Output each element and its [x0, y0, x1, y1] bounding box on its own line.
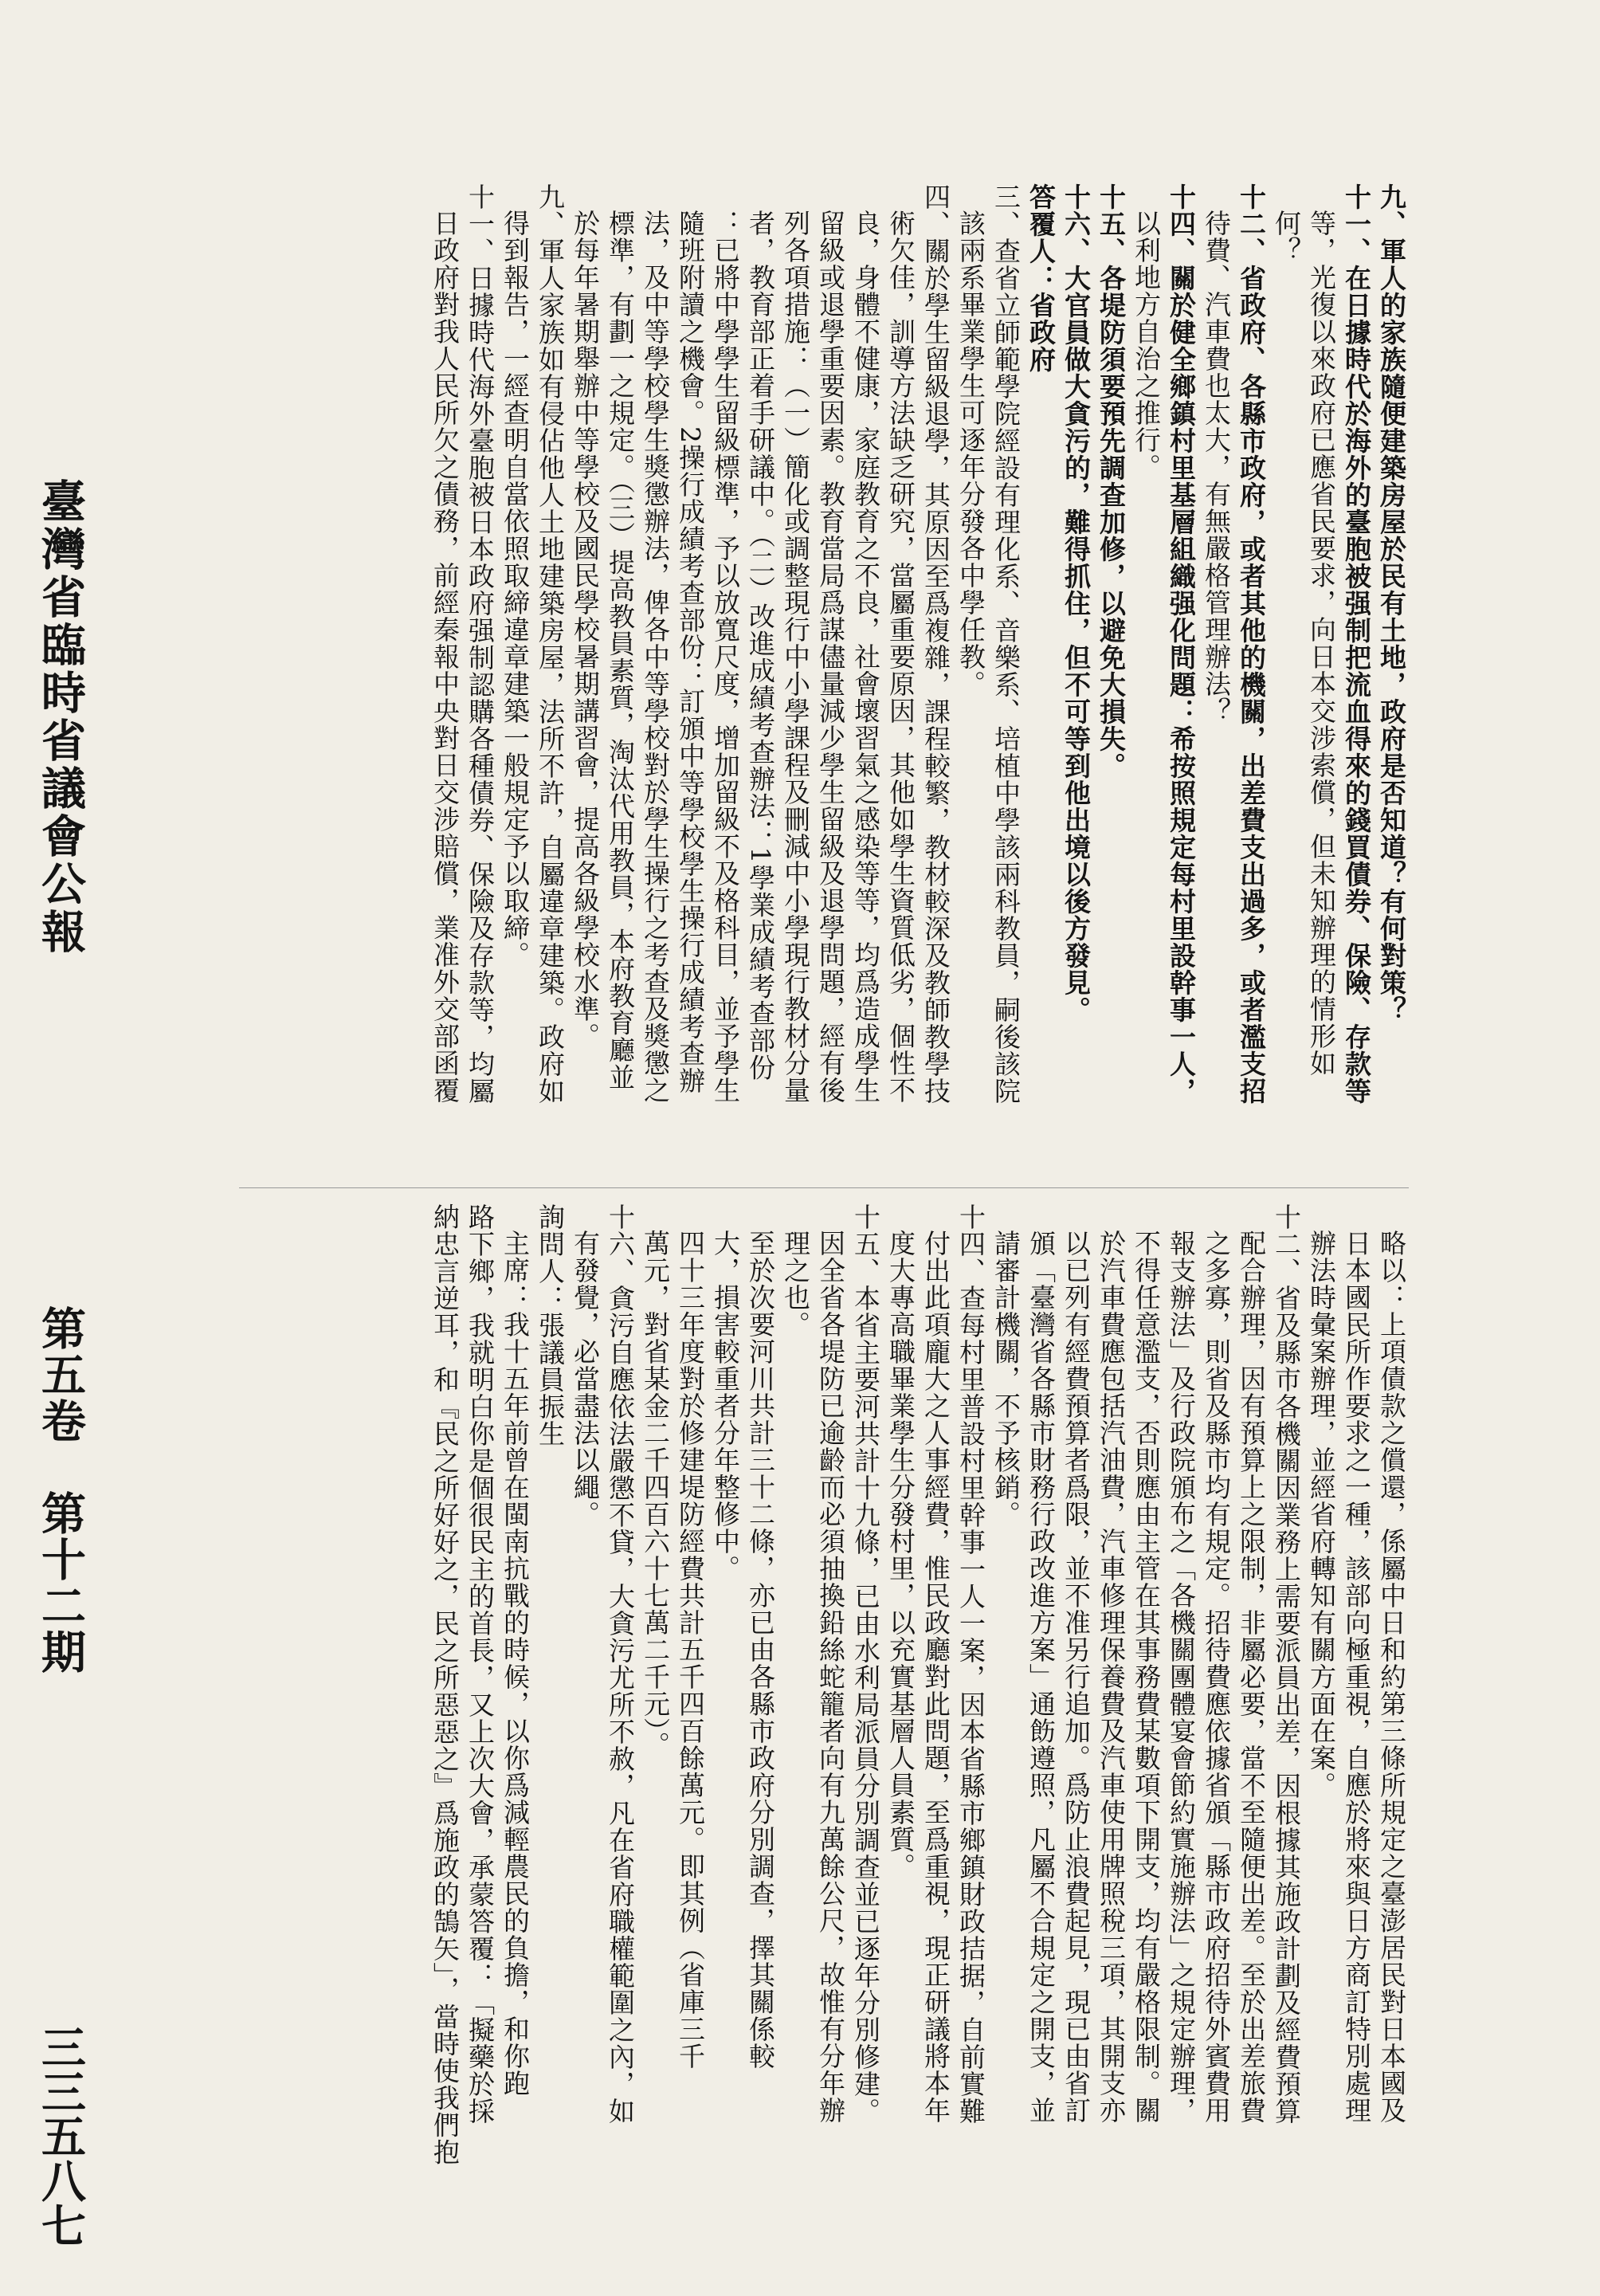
text-line: 十四、關於健全鄉鎮村里基層組織强化問題：希按照規定每村里設幹事一人， [1166, 183, 1197, 1105]
text-line: 萬元，對省某金二千四百六十七萬二千元）。 [640, 1230, 671, 1759]
text-line: 標準，有劃一之規定。（三）提高教員素質，淘汰代用教員，本府教育廳並 [605, 210, 636, 1091]
text-line: ：已將中學學生留級標準，予以放寬尺度，增加留級不及格科目，並予學生 [710, 210, 741, 1104]
text-line: 隨班附讀之機會。2操行成績考查部份：訂頒中等學校學生操行成績考查辦 [675, 210, 706, 1094]
text-line: 九、軍人的家族隨便建築房屋於民有土地，政府是否知道？有何對策？ [1376, 183, 1407, 1023]
text-line: 者，教育部正着手研議中。（二）改進成績考查辦法：1學業成績考查部份 [745, 210, 776, 1081]
text-line: 日本國民所作要求之一種，該部向極重視，自應於將來與日方商訂特別處理 [1341, 1230, 1372, 2124]
text-line: 以利地方自治之推行。 [1131, 210, 1162, 481]
text-line: 何？ [1271, 210, 1302, 264]
text-line: 該兩系畢業學生可逐年分發各中學任教。 [955, 210, 986, 697]
text-line: 術欠佳，訓導方法缺乏研究，當屬重要原因，其他如學生資質低劣，個性不 [885, 210, 916, 1104]
text-line: 列各項措施：（一）簡化或調整現行中小學課程及刪減中小學現行教材分量 [780, 210, 811, 1104]
text-line: 十五、各堤防須要預先調查加修，以避免大損失。 [1096, 183, 1127, 779]
text-line: 良，身體不健康，家庭教育之不良，社會壞習氣之感染等等，均爲造成學生 [850, 210, 881, 1104]
text-line: 主席：我十五年前曾在閩南抗戰的時候，以你爲減輕農民的負擔，和你跑 [500, 1230, 531, 2097]
text-line: 因全省各堤防已逾齡而必須抽換鉛絲蛇籠者向有九萬餘公尺，故惟有分年辦 [815, 1230, 846, 2124]
running-header [34, 478, 87, 2247]
page-number: 三三五八七 [34, 2024, 87, 2247]
text-line: 十六、大官員做大貪污的，難得抓住，但不可等到他出境以後方發見。 [1061, 183, 1092, 1023]
text-line: 頒「臺灣省各縣市財務行政改進方案」通飭遵照，凡屬不合規定之開支，並 [1025, 1230, 1057, 2124]
text-line: 報支辦法」及行政院頒布之「各機關團體宴會節約實施辦法」之規定辦理， [1166, 1230, 1197, 2124]
text-line: 十一、日據時代海外臺胞被日本政府强制認購各種債券、保險及存款等，均屬 [465, 183, 496, 1105]
text-line: 日政府對我人民所欠之債務，前經秦報中央對日交涉賠償，業准外交部函覆 [429, 210, 461, 1104]
text-line: 四、關於學生留級退學，其原因至爲複雜，課程較繁，教材較深及教師教學技 [920, 183, 951, 1105]
text-line: 度大專高職畢業學生分發村里，以充實基層人員素質。 [885, 1230, 916, 1880]
text-line: 之多寡，則省及縣市均有規定。招待費應依據省頒「縣市政府招待外賓費用 [1201, 1230, 1232, 2124]
text-line: 三、查省立師範學院經設有理化系、音樂系、培植中學該兩科教員，嗣後該院 [990, 183, 1022, 1105]
text-line: 得到報告，一經查明自當依照取締違章建築一般規定予以取締。 [500, 210, 531, 968]
text-line: 請審計機關，不予核銷。 [990, 1230, 1022, 1528]
text-line: 略以：上項債款之償還，係屬中日和約第三條所規定之臺澎居民對日本國及 [1376, 1230, 1407, 2124]
text-line: 至於次要河川共計三十二條，亦已由各縣市政府分別調查，擇其關係較 [745, 1230, 776, 2070]
text-line: 納忠言逆耳，和『民之所好好之，民之所惡惡之』爲施政的鵠矢」，當時使我們抱 [429, 1203, 461, 2166]
publication-title: 臺灣省臨時省議會公報 [34, 478, 87, 956]
text-line: 十六、貪污自應依法嚴懲不貸，大貪污尤所不赦，凡在省府職權範圍之內，如 [605, 1203, 636, 2125]
volume-issue: 第五卷 第十二期 [34, 1305, 87, 1675]
text-line: 十四、查每村里普設村里幹事一人一案，因本省縣市鄉鎮財政拮据，自前實難 [955, 1203, 986, 2125]
text-line: 於每年暑期舉辦中等學校及國民學校暑期講習會，提高各級學校水準。 [570, 210, 601, 1050]
text-line: 十五、本省主要河共計十九條，已由水利局派員分別調查並已逐年分別修建。 [850, 1203, 881, 2125]
text-line: 法，及中等學校學生獎懲辦法，俾各中等學校對於學生操行之考查及獎懲之 [640, 210, 671, 1104]
text-line: 十二、省及縣市各機關因業務上需要派員出差，因根據其施政計劃及經費預算 [1271, 1203, 1302, 2125]
lower-text-block [214, 1203, 1409, 2223]
upper-text-block [110, 183, 1409, 1179]
text-line: 付出此項龐大之人事經費，惟民政廳對此問題，至爲重視，現正研議將本年 [920, 1230, 951, 2124]
text-line: 詢問人：張議員振生 [535, 1203, 566, 1447]
text-line: 十二、省政府、各縣市政府，或者其他的機關，出差費支出過多，或者濫支招 [1236, 183, 1267, 1105]
text-line: 以已列有經費預算者爲限，並不准另行追加。爲防止浪費起見，現已由省訂 [1061, 1230, 1092, 2124]
text-line: 不得任意濫支，否則應由主管在其事務費某數項下開支，均有嚴格限制。關 [1131, 1230, 1162, 2124]
text-line: 等，光復以來政府已應省民要求，向日本交涉索償，但未知辦理的情形如 [1306, 210, 1337, 1077]
text-line: 理之也。 [780, 1230, 811, 1338]
section-divider [239, 1187, 1409, 1188]
text-line: 九、軍人家族如有侵佔他人土地建築房屋，法所不許，自屬違章建築。政府如 [535, 183, 566, 1105]
text-line: 有發覺，必當盡法以繩。 [570, 1230, 601, 1528]
text-line: 待費、汽車費也太大，有無嚴格管理辦法？ [1201, 210, 1232, 724]
text-line: 辦法時彙案辦理，並經省府轉知有關方面在案。 [1306, 1230, 1337, 1799]
text-line: 留級或退學重要因素。教育當局爲謀儘量減少學生留級及退學問題，經有後 [815, 210, 846, 1104]
text-line: 配合辦理，因有預算上之限制，非屬必要，當不至隨便出差。至於出差旅費 [1236, 1230, 1267, 2124]
text-line: 於汽車費應包括汽油費，汽車修理保養費及汽車使用牌照稅三項，其開支亦 [1096, 1230, 1127, 2124]
text-line: 答覆人：省政府 [1025, 183, 1057, 373]
text-line: 大，損害較重者分年整修中。 [710, 1230, 741, 1582]
text-line: 四十三年度對於修建堤防經費共計五千四百餘萬元。即其例（省庫三千 [675, 1230, 706, 2070]
text-line: 路下鄉，我就明白你是個很民主的首長，又上次大會，承蒙答覆：「擬藥於採 [465, 1203, 496, 2125]
text-line: 十一、在日據時代於海外的臺胞被强制把流血得來的錢買債券、保險、存款等 [1341, 183, 1372, 1105]
